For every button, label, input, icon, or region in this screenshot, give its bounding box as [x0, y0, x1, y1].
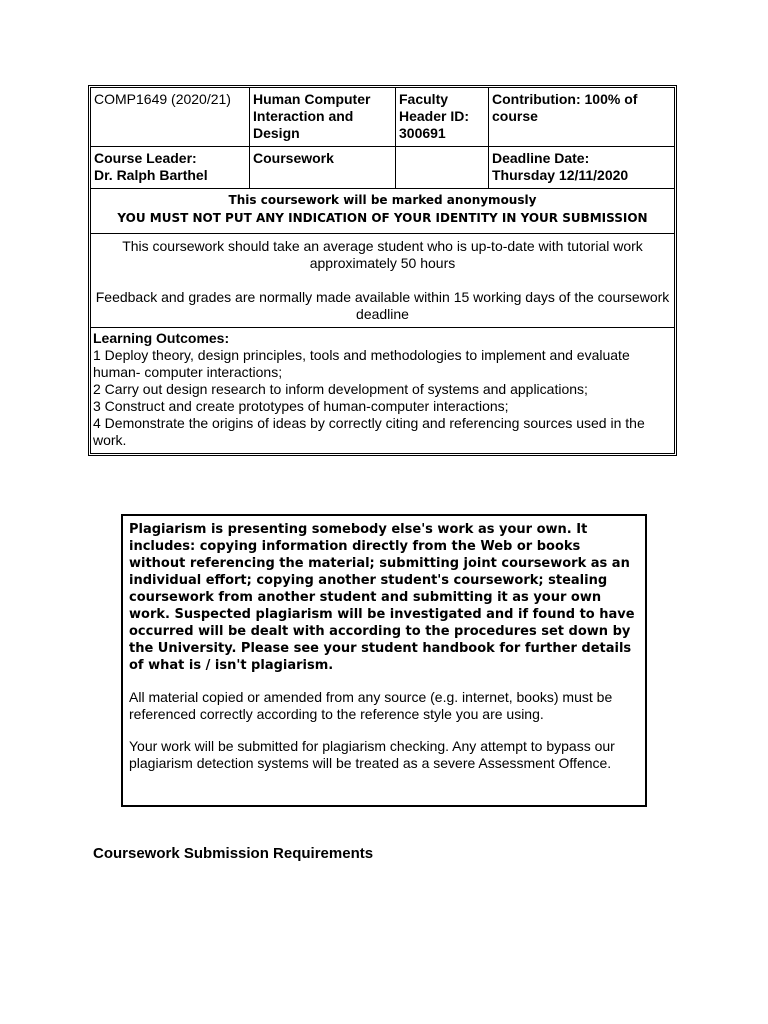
learning-outcome-item: 4 Demonstrate the origins of ideas by correctly citing and referencing sources used in the work.	[93, 415, 645, 448]
header-row-outcomes	[91, 328, 674, 453]
hours-text: This coursework should take an average student who is up-to-date with tutorial work approximately 50 hours	[122, 238, 643, 271]
learning-outcome-item: 2 Carry out design research to inform development of systems and applications;	[93, 381, 588, 397]
section-title: Coursework Submission Requirements	[93, 845, 374, 862]
workload-notice	[91, 234, 674, 327]
assessment-type: Coursework	[250, 147, 396, 188]
plagiarism-checking-note: Your work will be submitted for plagiarism checking. Any attempt to bypass our plagiarism detection systems will be treated as a severe Assessment Offence.	[129, 738, 615, 771]
anonymous-line: This coursework will be marked anonymously	[228, 193, 537, 207]
identity-warning: YOU MUST NOT PUT ANY INDICATION OF YOUR IDENTITY IN YOUR SUBMISSION	[117, 211, 648, 225]
header-row-anonymous	[91, 189, 674, 234]
module-title: Human Computer Interaction and Design	[250, 88, 396, 146]
anonymous-notice	[91, 189, 674, 233]
module-code: COMP1649 (2020/21)	[91, 88, 250, 146]
learning-outcome-item: 3 Construct and create prototypes of human-computer interactions;	[93, 398, 509, 414]
course-leader	[91, 147, 250, 188]
header-row-module	[91, 88, 674, 147]
learning-outcome-item: 1 Deploy theory, design principles, tools and methodologies to implement and evaluate human- computer interactions;	[93, 347, 630, 380]
referencing-note: All material copied or amended from any source (e.g. internet, books) must be referenced correctly according to the reference style you are using.	[129, 689, 613, 722]
deadline-label: Deadline Date:	[492, 150, 590, 166]
deadline-value: Thursday 12/11/2020	[492, 167, 629, 183]
plagiarism-definition: Plagiarism is presenting somebody else's work as your own. It includes: copying information directly from the Web or books without referencing the material; submitting joint coursework as an individual effort; copying another student's coursework; stealing coursework from another student and submitting it as your own work. Suspected plagiarism will be investigated and if found to have occurred will be dealt with according to the procedures set down by the University. Please see your student handbook for further details of what is / isn't plagiarism.	[129, 522, 635, 673]
feedback-text: Feedback and grades are normally made available within 15 working days of the coursework deadline	[95, 289, 670, 322]
faculty-header-id: Faculty Header ID: 300691	[396, 88, 489, 146]
header-row-leader	[91, 147, 674, 189]
learning-outcomes	[91, 328, 674, 453]
course-leader-name: Dr. Ralph Barthel	[94, 167, 208, 183]
learning-outcomes-title: Learning Outcomes:	[93, 330, 230, 346]
course-leader-label: Course Leader:	[94, 150, 197, 166]
header-row-workload	[91, 234, 674, 328]
coursework-header-table	[90, 87, 675, 454]
empty-cell	[396, 147, 489, 188]
deadline	[489, 147, 674, 188]
contribution: Contribution: 100% of course	[492, 91, 638, 124]
plagiarism-notice-box	[121, 514, 647, 807]
